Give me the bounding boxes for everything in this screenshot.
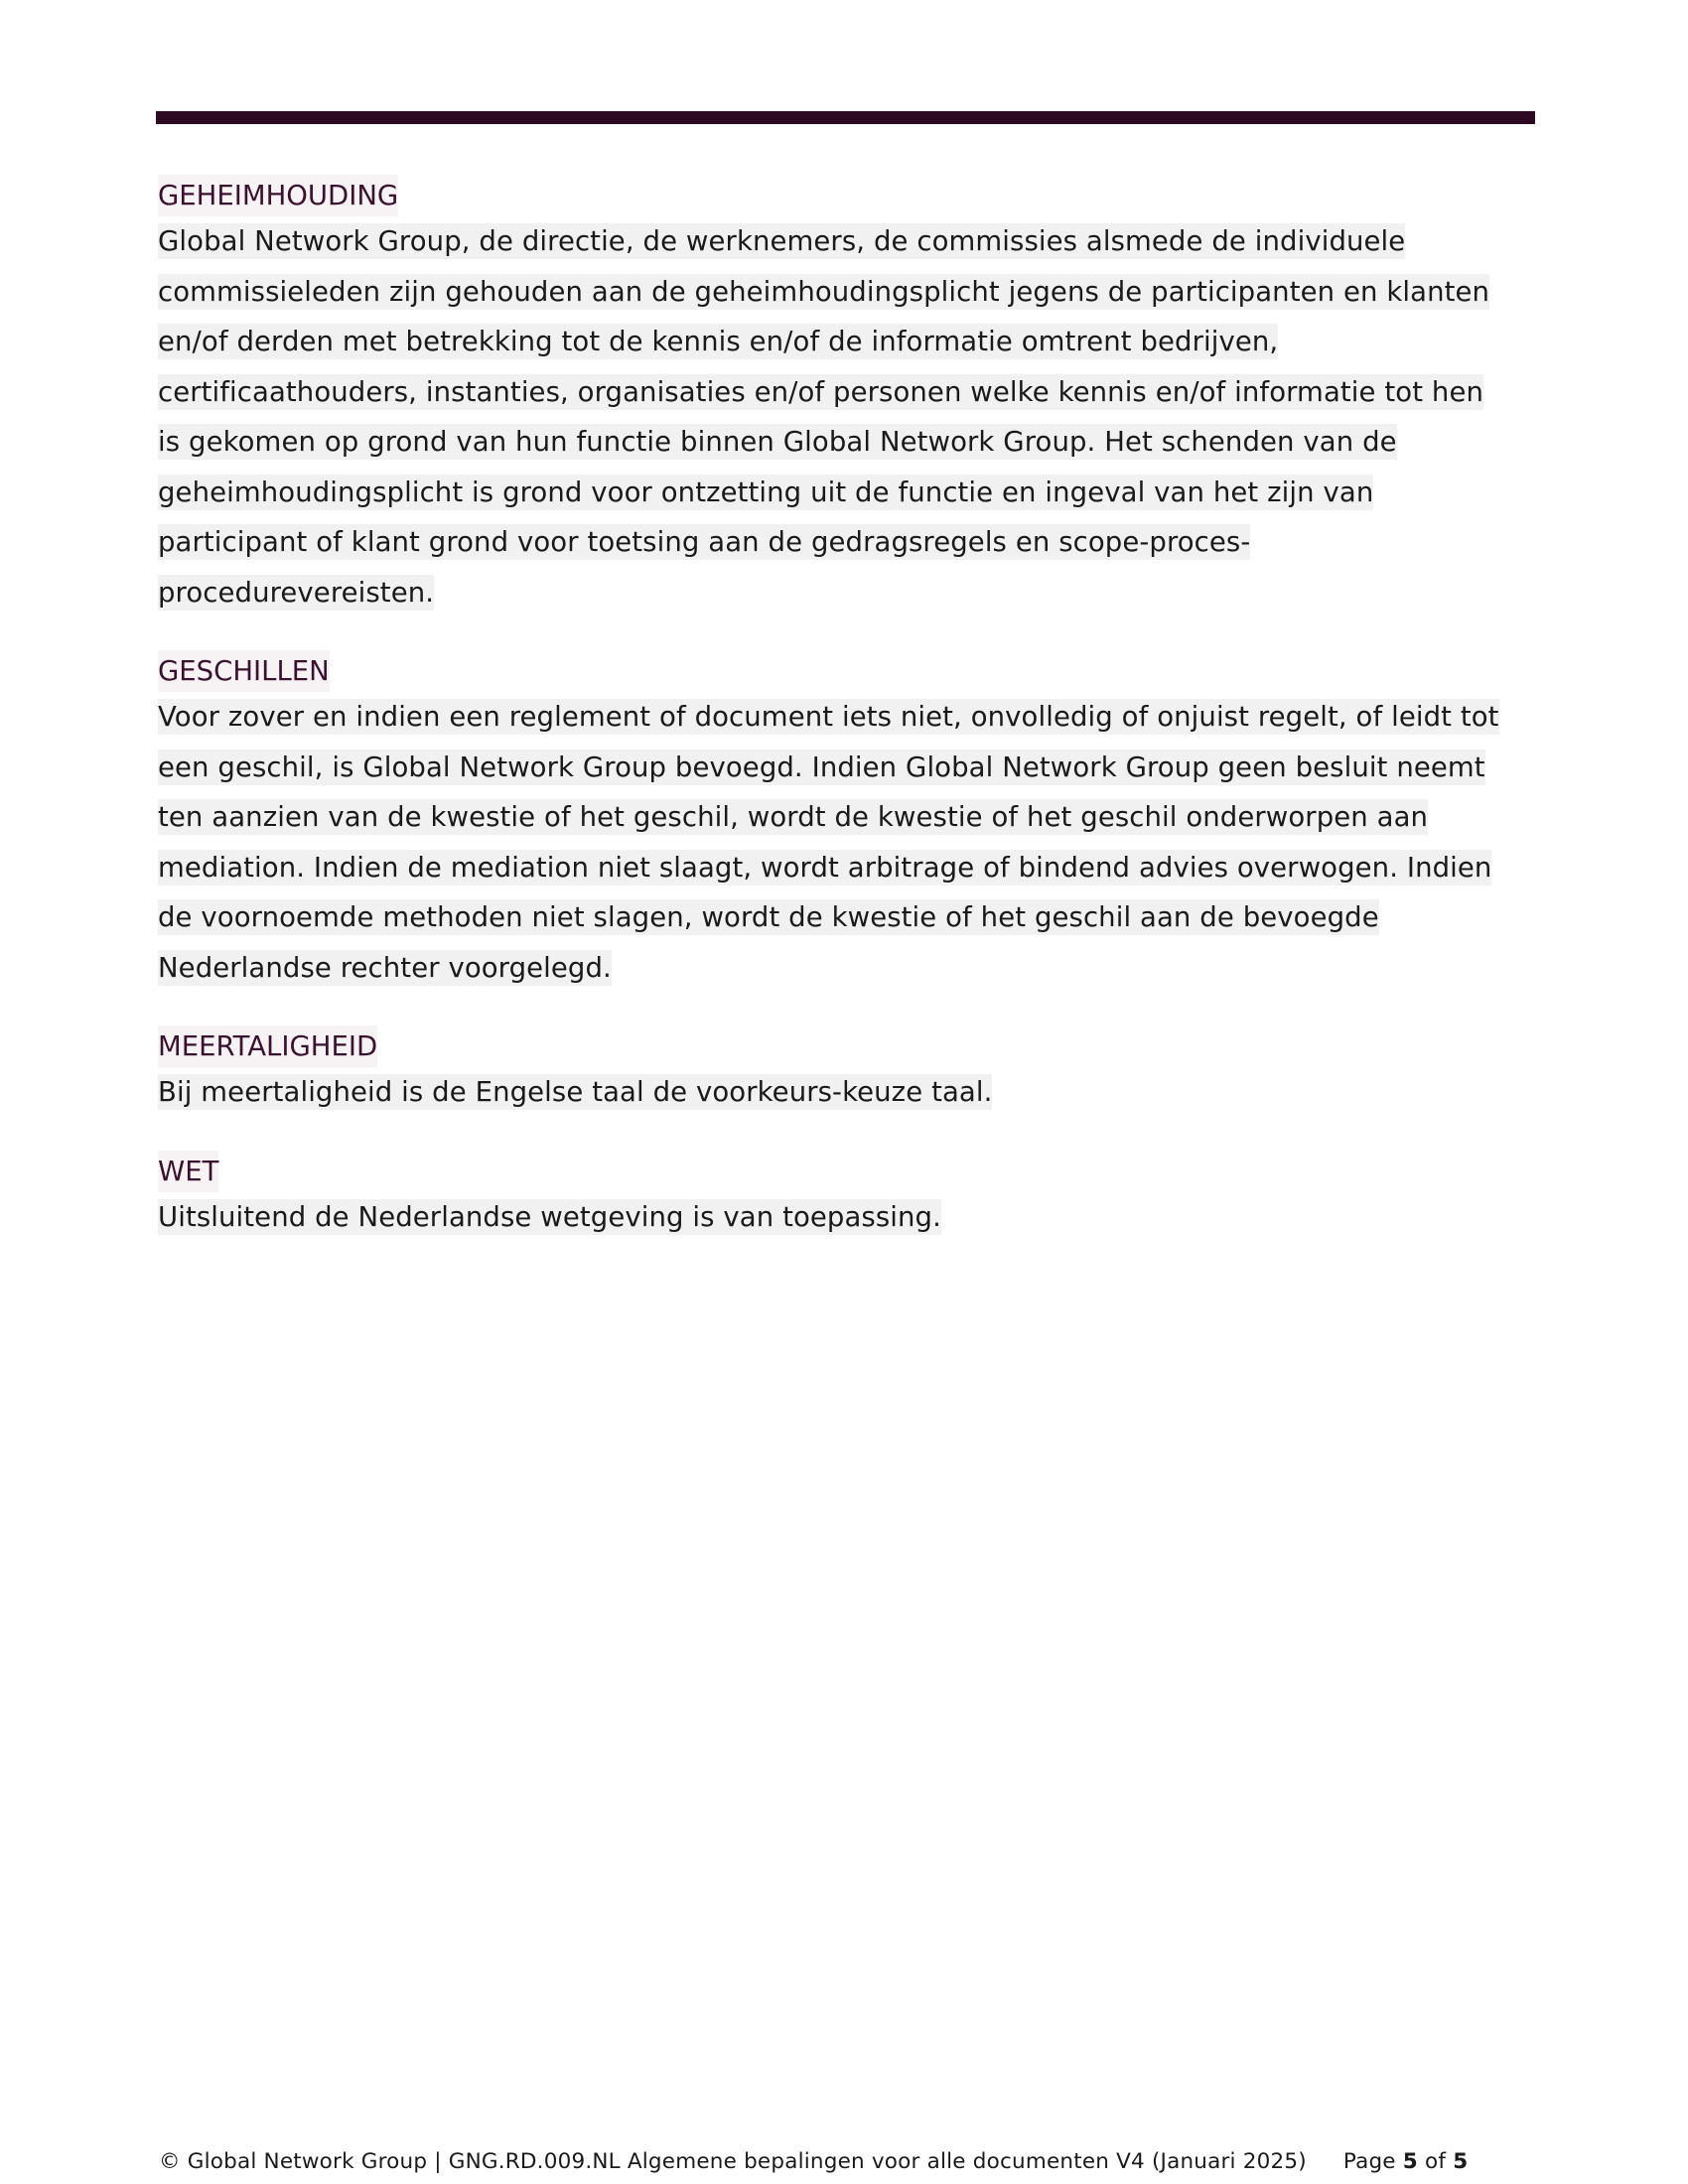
page-total: 5 <box>1453 2149 1469 2174</box>
section-meertaligheid <box>158 1025 1528 1118</box>
page-current: 5 <box>1402 2149 1418 2174</box>
section-heading: WET <box>158 1151 218 1192</box>
paragraph-line: Voor zover en indien een reglement of document iets niet, onvolledig of onjuist regelt, of leidt tot <box>158 701 1499 733</box>
page-footer <box>159 2149 1468 2174</box>
paragraph-line: mediation. Indien de mediation niet slaagt, wordt arbitrage of bindend advies overwogen. Indien <box>158 851 1492 884</box>
page-word: Page <box>1342 2149 1396 2174</box>
document-body <box>158 175 1528 1275</box>
page-of: of <box>1425 2149 1447 2174</box>
section-heading: GEHEIMHOUDING <box>158 175 398 216</box>
paragraph-line: participant of klant grond voor toetsing aan de gedragsregels en scope-proces- <box>158 526 1251 558</box>
paragraph-line: en/of derden met betrekking tot de kennis en/of de informatie omtrent bedrijven, <box>158 326 1279 357</box>
section-heading: MEERTALIGHEID <box>158 1025 377 1067</box>
paragraph-line: een geschil, is Global Network Group bevoegd. Indien Global Network Group geen besluit neemt <box>158 751 1485 783</box>
paragraph-line: certificaathouders, instanties, organisaties en/of personen welke kennis en/of informatie tot hen <box>158 375 1483 408</box>
paragraph-line: Global Network Group, de directie, de werknemers, de commissies alsmede de individuele <box>158 225 1406 257</box>
paragraph-line: Nederlandse rechter voorgelegd. <box>158 951 612 984</box>
page-number <box>1343 2149 1468 2174</box>
paragraph-line: procedurevereisten. <box>158 576 435 609</box>
footer-text: © Global Network Group | GNG.RD.009.NL Algemene bepalingen voor alle documenten V4 (Januari 2025) <box>159 2149 1307 2174</box>
paragraph-line: Uitsluitend de Nederlandse wetgeving is van toepassing. <box>158 1200 941 1233</box>
section-paragraph <box>158 216 1528 617</box>
paragraph-line: ten aanzien van de kwestie of het geschil, wordt de kwestie of het geschil onderworpen aan <box>158 801 1429 833</box>
section-wet <box>158 1151 1528 1243</box>
header-rule <box>156 111 1535 124</box>
paragraph-line: Bij meertaligheid is de Engelse taal de voorkeurs-keuze taal. <box>158 1076 993 1108</box>
paragraph-line: de voornoemde methoden niet slagen, wordt de kwestie of het geschil aan de bevoegde <box>158 901 1379 933</box>
section-paragraph <box>158 692 1528 993</box>
paragraph-line: commissieleden zijn gehouden aan de geheimhoudingsplicht jegens de participanten en klanten <box>158 275 1490 308</box>
paragraph-line: is gekomen op grond van hun functie binnen Global Network Group. Het schenden van de <box>158 426 1397 458</box>
section-paragraph <box>158 1192 1528 1243</box>
paragraph-line: geheimhoudingsplicht is grond voor ontzetting uit de functie en ingeval van het zijn van <box>158 476 1374 508</box>
section-heading: GESCHILLEN <box>158 650 330 692</box>
section-geschillen <box>158 650 1528 993</box>
section-paragraph <box>158 1067 1528 1118</box>
section-geheimhouding <box>158 175 1528 617</box>
